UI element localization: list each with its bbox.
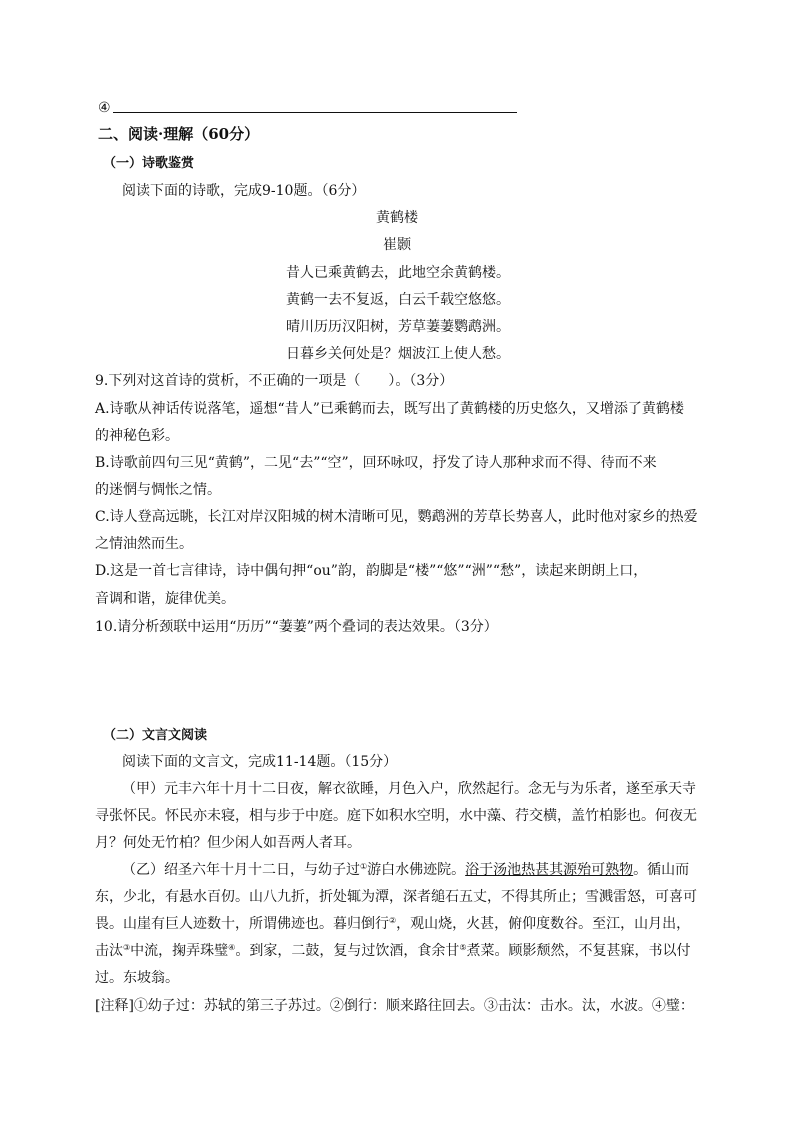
q9-option-a-cont: 的神秘色彩。 xyxy=(95,428,179,444)
question-9: 9.下列对这首诗的赏析，不正确的一项是（ ）。（3分） xyxy=(95,373,454,389)
poem-line: 黄鹤一去不复返，白云千载空悠悠。 xyxy=(286,292,510,308)
poetry-instruction: 阅读下面的诗歌，完成9-10题。（6分） xyxy=(122,183,366,199)
annotation-note: [注释]①幼子过：苏轼的第三子苏过。②倒行：顺来路往回去。③击汰：击水。汰，水波。④璧： xyxy=(95,998,694,1014)
classical-heading: （二）文言文阅读 xyxy=(103,728,208,743)
classical-instruction: 阅读下面的文言文，完成11-14题。（15分） xyxy=(122,754,398,770)
section-2-title: 二、阅读·理解（60分） xyxy=(98,125,260,143)
q9-option-b: B.诗歌前四句三见“黄鹤”，二见“去”“空”，回环咏叹，抒发了诗人那种求而不得、待而不来 xyxy=(95,455,657,471)
item-4-marker: ④ xyxy=(98,100,111,116)
passage-yi-line: 畏。山崖有巨人迹数十，所谓佛迹也。暮归倒行②，观山烧，火甚，俯仰度数谷。至江，山月出， xyxy=(95,916,691,932)
q9-option-b-cont: 的迷惘与惆怅之情。 xyxy=(95,482,221,498)
passage-yi-line: 击汰③中流，掬弄珠璧④。到家，二鼓，复与过饮酒，食余甘⑤煮菜。顾影颓然，不复甚寐，书以付 xyxy=(95,943,691,959)
q9-option-c-cont: 之情油然而生。 xyxy=(95,536,193,552)
passage-jia-line: 月？何处无竹柏？但少闲人如吾两人者耳。 xyxy=(95,835,361,851)
q9-option-d: D.这是一首七言律诗，诗中偶句押“ou”韵，韵脚是“楼”“悠”“洲”“愁”，读起来朗朗上口， xyxy=(95,563,648,579)
passage-yi-line: 过。东坡翁。 xyxy=(95,970,179,986)
poem-author: 崔颢 xyxy=(383,237,411,253)
answer-blank-line[interactable] xyxy=(113,112,517,113)
passage-jia-line: （甲）元丰六年十月十二日夜，解衣欲睡，月色入户，欣然起行。念无与为乐者，遂至承天寺 xyxy=(122,781,696,797)
passage-jia-line: 寻张怀民。怀民亦未寝，相与步于中庭。庭下如积水空明，水中藻、荇交横，盖竹柏影也。何夜无 xyxy=(95,808,697,824)
poem-line: 昔人已乘黄鹤去，此地空余黄鹤楼。 xyxy=(286,265,510,281)
q9-option-a: A.诗歌从神话传说落笔，遥想“昔人”已乘鹤而去，既写出了黄鹤楼的历史悠久，又增添了黄鹤楼 xyxy=(95,401,684,417)
passage-yi-line: 东，少北，有悬水百仞。山八九折，折处辄为潭，深者缒石五丈，不得其所止；雪溅雷怒，可喜可 xyxy=(95,889,697,905)
footnote-ref: ④ xyxy=(228,943,236,952)
q9-option-c: C.诗人登高远眺，长江对岸汉阳城的树木清晰可见，鹦鹉洲的芳草长势喜人，此时他对家乡的热爱 xyxy=(95,509,698,525)
poem-title: 黄鹤楼 xyxy=(376,210,418,226)
footnote-ref: ② xyxy=(389,916,397,925)
underlined-sentence: 浴于汤池热甚其源殆可熟物 xyxy=(465,862,634,878)
q9-option-d-cont: 音调和谐，旋律优美。 xyxy=(95,591,235,607)
footnote-ref: ① xyxy=(360,862,368,871)
poem-line: 日暮乡关何处是？烟波江上使人愁。 xyxy=(286,346,510,362)
footnote-ref: ⑤ xyxy=(459,943,467,952)
poetry-heading: （一）诗歌鉴赏 xyxy=(103,156,195,171)
passage-yi-line: （乙）绍圣六年十月十二日，与幼子过①游白水佛迹院。浴于汤池热甚其源殆可熟物。循山而 xyxy=(122,862,690,878)
question-10: 10.请分析颈联中运用“历历”“萋萋”两个叠词的表达效果。（3分） xyxy=(95,619,498,635)
footnote-ref: ③ xyxy=(123,943,131,952)
poem-line: 晴川历历汉阳树，芳草萋萋鹦鹉洲。 xyxy=(286,319,510,335)
